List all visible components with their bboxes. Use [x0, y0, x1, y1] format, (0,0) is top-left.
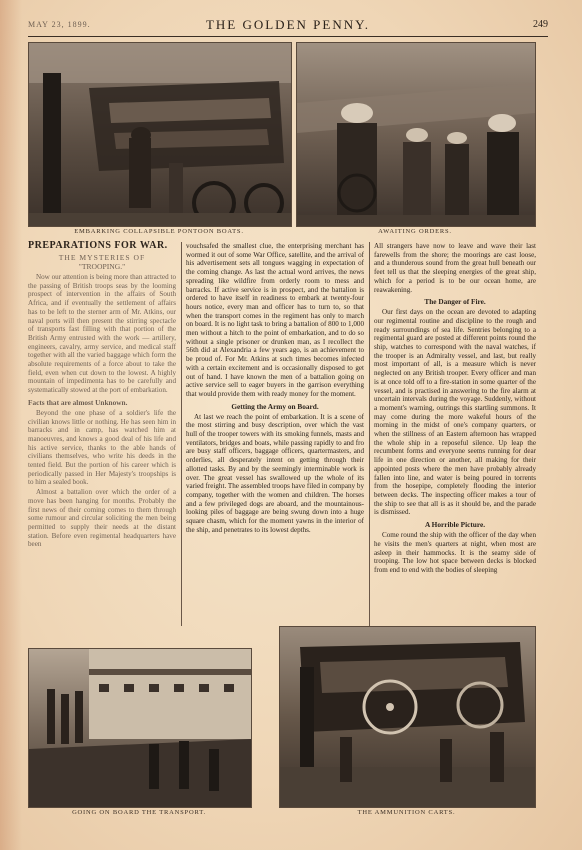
section-heading-horrible-picture: A Horrible Picture.: [424, 520, 486, 530]
article-heading: PREPARATIONS FOR WAR.: [28, 240, 168, 251]
caption-ammunition-carts: THE AMMUNITION CARTS.: [357, 809, 456, 816]
page-header: [28, 17, 548, 35]
article-subheading-trooping: "TROOPING.": [78, 262, 126, 271]
article-column-1: [28, 240, 176, 626]
section-heading-danger-fire: The Danger of Fire.: [424, 297, 486, 307]
paragraph: At last we reach the point of embarkation. It is a scene of the most stirring and busy description, over which the vast hull of the trooper towers with its smoking funnels, masts and ventilators, bridges and boats, while passing rapidly to and fro are busy staff officers, baggage officers, quartermasters, and orderlies, all desperately intent on getting through their allotted tasks. By and by the seemingly interminable work is over. The great vessel has swallowed up the whole of its varied freight. The assembled troops have filed in company by company, together with the women and children. The horses and a few privileged dogs are aboard, and the mountainous-looking piles of baggage are being swung down into a huge square chasm, which for the moment yawns in the interior of the ship, and penetrates to its lowest depths.: [186, 412, 364, 534]
section-heading-facts: Facts that are almost Unknown.: [28, 397, 128, 407]
paragraph: vouchsafed the smallest clue, the enterprising merchant has wormed it out of some War Office, satellite, and the arrival of his advertisement sets all tongues wagging in expectation of the coming change. As last the actual word arrives, the news spreading like wildfire from orderly room to mess and barracks. If active service is in prospect, and the battalion is ordered to have itself in readiness to embark at twenty-four hours notice, every man and officer has to turn to, so that when the transport comes in the regiment has only to march on board. It is no light task to bring a battalion of 800 to 1,000 men without a hitch to the point of embarkation, and to do so without a single prisoner or drunken man, as I recollect the 56th did at Alexandria a few years ago, is an achievement to be proud of. For Mr. Atkins at such times becomes infected with a certain excitement and is occasionally disposed to get out of hand. I have known the men of a battalion going on active service sell to eager buyers in the garrison everything that would provide them with ready money for the moment.: [186, 242, 364, 398]
article-subheading: THE MYSTERIES OF: [58, 253, 146, 262]
paragraph: Our first days on the ocean are devoted to adapting our regimental routine and discipline to the rough and ready surroundings of sea life. Sentries belonging to a regimental guard are posted at different points round the ship, watches to correspond with the naval watches, if the trooper is an Admiralty vessel, and last, but really most important of all, is a measure which is never neglected on any British trooper. Every officer and man is at once told off to a fire-station in some quarter of the vessel, and is practised in answering to the fire alarm at uncertain intervals during the voyage. Suddenly, without a moment's warning, outrings this startling summons. It may come during the more wakeful hours of the morning in the midst of one's company quarters, or when the stillness of an Eastern afternoon has wrapped the whole ship in a reposeful silence. Up leap the recumbent forms and everyone seems running for dear life in one direction or another, all making for their appointed posts where the men have probably already fallen into line, and water is being poured in torrents from the hosepipe, completely flooding the interior between decks. The inspecting officer makes a tour of the ship to see that all is as it should be, and the parade is dismissed.: [374, 308, 536, 517]
column-divider: [181, 242, 182, 626]
article-column-3: [374, 242, 536, 646]
masthead-title: THE GOLDEN PENNY.: [205, 17, 371, 32]
paragraph: All strangers have now to leave and wave their last farewells from the shore; the moorings are cast loose, and a thunderous sound from the great hull beneath our feet tell us that the sleeping energies of the great ship, which for a period is to be our ocean home, are reawakening.: [374, 242, 536, 294]
photo-pontoon-boats: [28, 42, 292, 227]
photo-awaiting-orders: [296, 42, 536, 227]
caption-awaiting-orders: AWAITING ORDERS.: [378, 228, 452, 235]
paragraph: Now our attention is being more than attracted to the passing of British troops seas by the looming prospect of intervention in the affairs of South Africa, and if eventually the settlement of affairs has to be left to the sterner arm of Mr. Atkins, our naval ports will then present the stirring spectacle of transports fast filling with that portion of the British Army entrusted with the work — artillery, engineers, cavalry, army service, and medical staff together with all the varied baggage which form the absolute requirements of a force about to take the field, even when cut down to the lowest. A highly mountain of impedimenta has to be carefully and systematically stowed at the port of embarkation.: [28, 273, 176, 395]
caption-going-on-board: GOING ON BOARD THE TRANSPORT.: [72, 809, 206, 816]
photo-going-on-board: [28, 648, 252, 808]
paragraph: Almost a battalion over which the order of a move has been hanging for months. Probably the first news of their coming comes to them through some rumour and circular soliciting the men being permitted to supply their needs at the distant station. Before even regimental headquarters have been: [28, 488, 176, 549]
photo-ammunition-carts: [279, 626, 536, 808]
paragraph: Come round the ship with the officer of the day when he visits the men's quarters at night, when most are asleep in their hammocks. It is the seamy side of trooping. The low hot space between decks is blocked from end to end with the bodies of sleeping: [374, 531, 536, 574]
section-heading-getting-army: Getting the Army on Board.: [231, 401, 319, 411]
page-number: 249: [533, 19, 548, 30]
caption-pontoon-boats: EMBARKING COLLAPSIBLE PONTOON BOATS.: [74, 228, 244, 235]
article-column-2: [186, 242, 364, 626]
paragraph: Beyond the one phase of a soldier's life the civilian knows little or nothing. He has seen him in barracks and in camp, has watched him at manoeuvres, and knows a good deal of his life and his active service, thanks to the able hands of civilians themselves, who write his deeds in the tented field. But the portion of his career which is periodically passed in Her Majesty's troopships is to him a sealed book.: [28, 408, 176, 487]
header-rule: [28, 36, 548, 37]
issue-date: MAY 23, 1899.: [28, 20, 91, 29]
column-divider: [369, 242, 370, 626]
